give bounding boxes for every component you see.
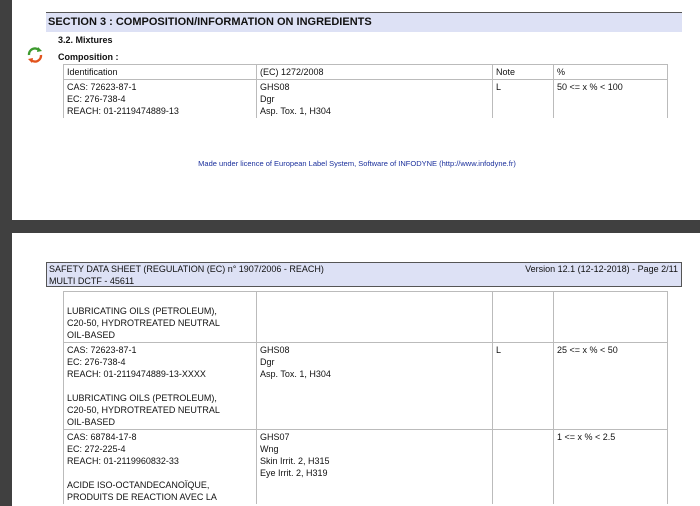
classification-cell bbox=[257, 292, 493, 343]
sds-title: SAFETY DATA SHEET (REGULATION (EC) n° 1907/2006 - REACH) bbox=[49, 264, 324, 274]
ingredients-table bbox=[63, 64, 668, 118]
ingredients-table-continued bbox=[63, 291, 668, 504]
classification-cell: GHS07 Wng Skin Irrit. 2, H315 Eye Irrit. 2, H319 bbox=[257, 430, 493, 505]
identification-cell: CAS: 72623-87-1 EC: 276-738-4 REACH: 01-2119474889-13-XXXX LUBRICATING OILS (PETROLEUM), C20-50, HYDROTREATED NEUTRAL OIL-BASED bbox=[64, 343, 257, 430]
pdf-page-2 bbox=[12, 233, 700, 506]
percent-cell: 1 <= x % < 2.5 bbox=[554, 430, 668, 505]
percent-cell: 25 <= x % < 50 bbox=[554, 343, 668, 430]
percent-cell bbox=[554, 292, 668, 343]
column-header: % bbox=[554, 65, 668, 80]
classification-cell: GHS08 Dgr Asp. Tox. 1, H304 bbox=[257, 80, 493, 119]
table-row bbox=[64, 430, 668, 505]
pdf-page-1 bbox=[12, 0, 700, 220]
table-row bbox=[64, 292, 668, 343]
composition-label: Composition : bbox=[58, 52, 119, 62]
table-row bbox=[64, 343, 668, 430]
column-header: Note bbox=[493, 65, 554, 80]
sds-header bbox=[46, 262, 682, 287]
note-cell bbox=[493, 292, 554, 343]
note-cell: L bbox=[493, 80, 554, 119]
subsection-title: 3.2. Mixtures bbox=[58, 35, 113, 45]
percent-cell: 50 <= x % < 100 bbox=[554, 80, 668, 119]
identification-cell: LUBRICATING OILS (PETROLEUM), C20-50, HYDROTREATED NEUTRAL OIL-BASED bbox=[64, 292, 257, 343]
table-row bbox=[64, 80, 668, 119]
recycle-arrows-icon bbox=[26, 46, 44, 64]
identification-cell: CAS: 68784-17-8 EC: 272-225-4 REACH: 01-2119960832-33 ACIDE ISO-OCTANDECANOÏQUE, PRODUITS DE REACTION AVEC LA bbox=[64, 430, 257, 505]
column-header: Identification bbox=[64, 65, 257, 80]
section-title: SECTION 3 : COMPOSITION/INFORMATION ON INGREDIENTS bbox=[46, 12, 682, 32]
version-page: Version 12.1 (12-12-2018) - Page 2/11 bbox=[525, 264, 678, 274]
note-cell bbox=[493, 430, 554, 505]
table-header-row bbox=[64, 65, 668, 80]
identification-cell: CAS: 72623-87-1 EC: 276-738-4 REACH: 01-2119474889-13 bbox=[64, 80, 257, 119]
product-name: MULTI DCTF - 45611 bbox=[49, 276, 135, 286]
classification-cell: GHS08 Dgr Asp. Tox. 1, H304 bbox=[257, 343, 493, 430]
license-footer: Made under licence of European Label System, Software of INFODYNE (http://www.infodyne.fr) bbox=[198, 159, 516, 168]
note-cell: L bbox=[493, 343, 554, 430]
column-header: (EC) 1272/2008 bbox=[257, 65, 493, 80]
